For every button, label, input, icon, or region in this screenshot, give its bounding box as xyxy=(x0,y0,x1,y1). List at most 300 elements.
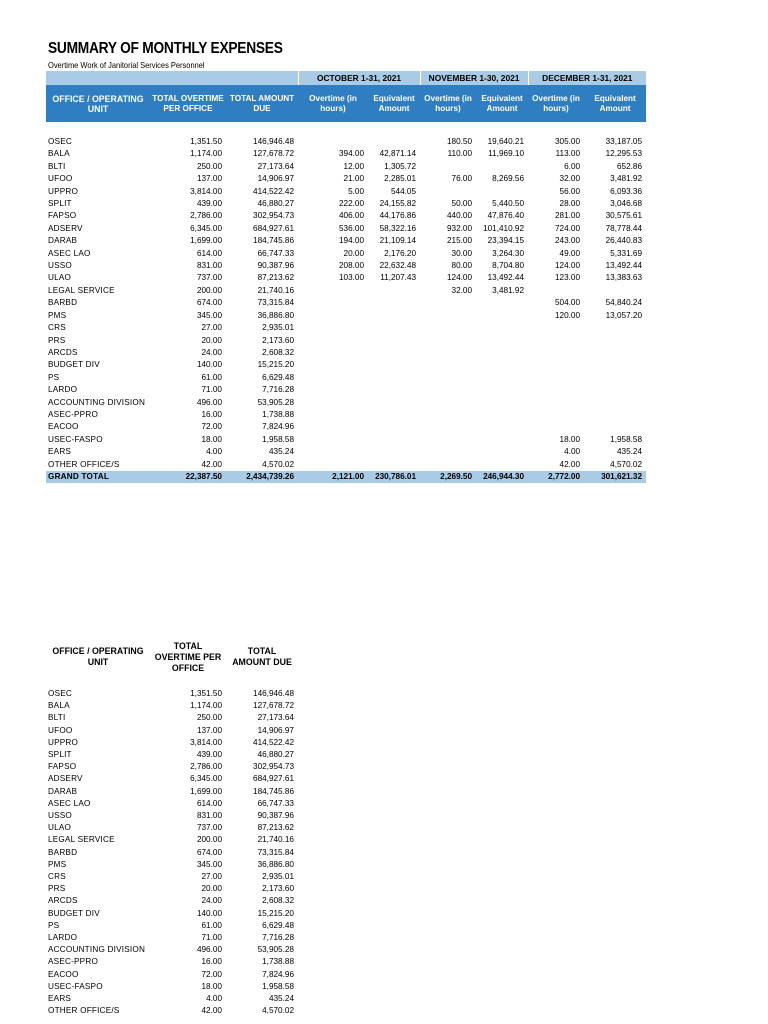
value-cell: 146,946.48 xyxy=(253,137,295,146)
value-cell: 13,492.44 xyxy=(605,261,643,271)
table-row xyxy=(46,773,298,785)
value-cell xyxy=(420,446,476,458)
value-cell: 24.00 xyxy=(201,347,222,357)
value-cell: 16.00 xyxy=(201,957,222,967)
table-row xyxy=(46,847,298,859)
value-cell xyxy=(298,335,368,347)
table-row xyxy=(46,384,646,396)
table-row xyxy=(46,335,646,347)
value-cell xyxy=(368,297,420,309)
value-cell xyxy=(298,397,368,409)
value-cell: 21,109.14 xyxy=(379,236,417,246)
value-cell: 127,678.72 xyxy=(253,149,295,159)
value-cell xyxy=(528,421,584,433)
value-cell: 831.00 xyxy=(196,811,222,821)
office-cell: SPLIT xyxy=(48,750,72,760)
value-cell: 80.00 xyxy=(451,261,473,271)
value-cell xyxy=(420,372,476,384)
total-overtime-table xyxy=(46,634,298,1017)
value-cell xyxy=(476,335,528,347)
value-cell xyxy=(368,335,420,347)
monthly-expenses-table xyxy=(46,71,646,483)
value-cell: 120.00 xyxy=(555,310,581,320)
table-row xyxy=(46,761,298,773)
table-row xyxy=(46,810,298,822)
office-cell: DARAB xyxy=(48,786,78,796)
value-cell xyxy=(528,397,584,409)
value-cell: 302,954.73 xyxy=(253,211,295,221)
value-cell xyxy=(368,322,420,334)
office-cell: LARDO xyxy=(48,933,78,943)
value-cell: 250.00 xyxy=(196,161,222,171)
value-cell xyxy=(528,384,584,396)
value-cell: 652.86 xyxy=(617,161,643,171)
value-cell xyxy=(298,310,368,322)
value-cell xyxy=(476,421,528,433)
value-cell: 1,958.58 xyxy=(262,981,294,991)
value-cell: 14,906.97 xyxy=(257,174,295,184)
value-cell: 36,886.80 xyxy=(257,859,294,869)
value-cell: 394.00 xyxy=(338,149,365,159)
value-cell: 127,678.72 xyxy=(253,701,294,711)
table-row xyxy=(46,248,646,260)
value-cell xyxy=(368,347,420,359)
value-cell: 222.00 xyxy=(338,199,365,209)
value-cell: 73,315.84 xyxy=(257,847,294,857)
value-cell: 103.00 xyxy=(338,273,365,283)
table-row xyxy=(46,737,298,749)
value-cell: 5,331.69 xyxy=(610,248,643,258)
table-row xyxy=(46,297,646,309)
value-cell: 932.00 xyxy=(447,223,473,233)
value-cell xyxy=(476,434,528,446)
value-cell xyxy=(476,161,528,173)
value-cell xyxy=(298,409,368,421)
office-cell: UPPRO xyxy=(48,737,79,747)
value-cell: 3,264.30 xyxy=(492,248,525,258)
value-cell: 50.00 xyxy=(451,199,473,209)
value-cell: 53,905.28 xyxy=(257,397,295,407)
table-row xyxy=(46,993,298,1005)
value-cell xyxy=(584,421,646,433)
office-cell: LEGAL SERVICE xyxy=(48,835,115,845)
value-cell: 4.00 xyxy=(206,994,222,1004)
office-cell: OSEC xyxy=(48,137,73,146)
value-cell xyxy=(368,459,420,471)
value-cell: 27,173.64 xyxy=(257,161,295,171)
office-cell: UFOO xyxy=(48,174,73,184)
grand-total-overtime-dec: 2,772.00 xyxy=(528,471,584,483)
office-cell: LARDO xyxy=(48,385,78,395)
value-cell xyxy=(298,359,368,371)
value-cell xyxy=(476,372,528,384)
value-cell xyxy=(368,359,420,371)
table-row xyxy=(46,173,646,185)
value-cell xyxy=(368,372,420,384)
value-cell: 42.00 xyxy=(559,459,581,469)
value-cell: 737.00 xyxy=(196,273,222,283)
office-cell: BARBD xyxy=(48,298,78,308)
value-cell xyxy=(476,322,528,334)
value-cell: 5,440.50 xyxy=(492,199,525,209)
value-cell: 78,778.44 xyxy=(605,223,643,233)
value-cell: 13,492.44 xyxy=(487,273,525,283)
value-cell: 4,570.02 xyxy=(262,1006,294,1016)
table2-header-row xyxy=(46,634,298,680)
value-cell: 2,608.32 xyxy=(262,347,295,357)
table-row xyxy=(46,944,298,956)
value-cell: 24.00 xyxy=(201,896,222,906)
value-cell: 18.00 xyxy=(201,434,222,444)
value-cell: 439.00 xyxy=(196,199,222,209)
table-row xyxy=(46,223,646,235)
office-cell: ULAO xyxy=(48,823,72,833)
value-cell: 184,745.86 xyxy=(253,786,294,796)
table-row xyxy=(46,883,298,895)
value-cell xyxy=(584,335,646,347)
table-row xyxy=(46,421,646,433)
value-cell: 180.50 xyxy=(447,137,473,146)
value-cell: 27.00 xyxy=(201,872,222,882)
table-row xyxy=(46,446,646,458)
value-cell: 2,285.01 xyxy=(384,174,417,184)
value-cell: 7,716.28 xyxy=(262,933,294,943)
value-cell: 28.00 xyxy=(559,199,581,209)
value-cell xyxy=(584,372,646,384)
value-cell: 90,387.96 xyxy=(257,261,295,271)
value-cell: 7,716.28 xyxy=(262,385,295,395)
value-cell: 71.00 xyxy=(201,385,222,395)
col-amount-oct: Equivalent Amount xyxy=(368,85,420,122)
office-cell: SPLIT xyxy=(48,199,72,209)
value-cell: 49.00 xyxy=(559,248,581,258)
value-cell: 124.00 xyxy=(555,261,581,271)
value-cell: 6,345.00 xyxy=(190,223,222,233)
value-cell: 87,213.62 xyxy=(257,823,294,833)
office-cell: BLTI xyxy=(48,713,66,723)
table-row xyxy=(46,895,298,907)
value-cell: 123.00 xyxy=(555,273,581,283)
value-cell: 1,174.00 xyxy=(190,701,222,711)
value-cell xyxy=(476,310,528,322)
table-row xyxy=(46,359,646,371)
value-cell: 504.00 xyxy=(555,298,581,308)
value-cell xyxy=(420,421,476,433)
value-cell: 66,747.33 xyxy=(257,248,295,258)
value-cell: 2,786.00 xyxy=(190,762,222,772)
table-row xyxy=(46,322,646,334)
value-cell xyxy=(476,446,528,458)
value-cell: 1,738.88 xyxy=(262,409,295,419)
value-cell: 435.24 xyxy=(617,447,643,457)
table-row xyxy=(46,932,298,944)
grand-total-amount-oct: 230,786.01 xyxy=(368,471,420,483)
value-cell: 113.00 xyxy=(555,149,581,159)
value-cell: 1,699.00 xyxy=(190,786,222,796)
table-row xyxy=(46,210,646,222)
value-cell: 3,814.00 xyxy=(190,737,222,747)
office-cell: FAPSO xyxy=(48,762,77,772)
office-cell: BUDGET DIV xyxy=(48,908,100,918)
office-cell: EACOO xyxy=(48,422,79,432)
month-header-november: NOVEMBER 1-30, 2021 xyxy=(420,71,528,85)
value-cell xyxy=(420,359,476,371)
value-cell xyxy=(528,335,584,347)
table-row xyxy=(46,161,646,173)
office-cell: ACCOUNTING DIVISION xyxy=(48,945,146,955)
value-cell: 72.00 xyxy=(201,969,222,979)
month-header-row xyxy=(46,71,646,85)
value-cell xyxy=(584,347,646,359)
value-cell: 1,699.00 xyxy=(190,236,222,246)
value-cell: 281.00 xyxy=(555,211,581,221)
office-cell: BLTI xyxy=(48,161,66,171)
table-row xyxy=(46,822,298,834)
value-cell xyxy=(368,285,420,297)
value-cell xyxy=(298,297,368,309)
value-cell xyxy=(584,409,646,421)
value-cell: 21,740.16 xyxy=(257,285,295,295)
page-subtitle: Overtime Work of Janitorial Services Personnel xyxy=(48,60,205,70)
value-cell: 2,786.00 xyxy=(190,211,222,221)
grand-total-row xyxy=(46,471,646,483)
value-cell: 90,387.96 xyxy=(257,811,294,821)
value-cell: 7,824.96 xyxy=(262,422,295,432)
office-cell: ASEC-PPRO xyxy=(48,957,99,967)
table-row xyxy=(46,920,298,932)
value-cell xyxy=(528,409,584,421)
value-cell xyxy=(420,310,476,322)
value-cell: 11,969.10 xyxy=(488,149,525,159)
value-cell: 73,315.84 xyxy=(257,298,295,308)
value-cell xyxy=(298,421,368,433)
office-cell: BUDGET DIV xyxy=(48,360,100,370)
value-cell: 614.00 xyxy=(196,798,222,808)
table-row xyxy=(46,310,646,322)
office-cell: EACOO xyxy=(48,969,79,979)
value-cell: 12,295.53 xyxy=(605,149,643,159)
value-cell: 26,440.83 xyxy=(605,236,643,246)
value-cell: 435.24 xyxy=(268,447,295,457)
value-cell xyxy=(584,359,646,371)
table-row xyxy=(46,459,646,471)
value-cell xyxy=(368,397,420,409)
value-cell: 36,886.80 xyxy=(257,310,295,320)
table-row xyxy=(46,712,298,724)
column-header-row xyxy=(46,85,646,122)
value-cell: 1,305.72 xyxy=(384,161,417,171)
table-row xyxy=(46,956,298,968)
table-row xyxy=(46,397,646,409)
table-row xyxy=(46,749,298,761)
value-cell xyxy=(420,459,476,471)
value-cell: 23,394.15 xyxy=(487,236,525,246)
table-row xyxy=(46,859,298,871)
value-cell: 19,640.21 xyxy=(487,137,525,146)
table-row xyxy=(46,688,298,700)
value-cell xyxy=(528,347,584,359)
value-cell: 6,093.36 xyxy=(610,186,643,196)
table-row xyxy=(46,834,298,846)
office-cell: PMS xyxy=(48,859,67,869)
value-cell xyxy=(298,384,368,396)
month-header-october: OCTOBER 1-31, 2021 xyxy=(298,71,420,85)
value-cell: 140.00 xyxy=(196,908,222,918)
office-cell: ADSERV xyxy=(48,223,83,233)
value-cell: 61.00 xyxy=(201,372,222,382)
office-cell: UPPRO xyxy=(48,186,79,196)
value-cell: 544.05 xyxy=(391,186,417,196)
col-overtime-oct: Overtime (in hours) xyxy=(298,85,368,122)
value-cell: 406.00 xyxy=(338,211,365,221)
value-cell xyxy=(528,285,584,297)
value-cell: 32.00 xyxy=(559,174,581,184)
office-cell: ASEC LAO xyxy=(48,798,91,808)
table-row xyxy=(46,148,646,160)
value-cell: 1,351.50 xyxy=(190,137,222,146)
value-cell xyxy=(368,421,420,433)
value-cell xyxy=(476,459,528,471)
table-row xyxy=(46,409,646,421)
value-cell: 46,880.27 xyxy=(257,750,294,760)
value-cell: 6,629.48 xyxy=(262,920,294,930)
table2-col-office: OFFICE / OPERATING UNIT xyxy=(46,634,150,680)
value-cell: 124.00 xyxy=(447,273,473,283)
office-cell: FAPSO xyxy=(48,211,77,221)
office-cell: LEGAL SERVICE xyxy=(48,285,115,295)
grand-total-amount: 2,434,739.26 xyxy=(226,471,298,483)
value-cell: 6,629.48 xyxy=(262,372,295,382)
value-cell: 305.00 xyxy=(555,137,581,146)
table-row xyxy=(46,725,298,737)
col-amount-nov: Equivalent Amount xyxy=(476,85,528,122)
value-cell: 32.00 xyxy=(451,285,473,295)
value-cell xyxy=(420,397,476,409)
value-cell: 27,173.64 xyxy=(257,713,294,723)
value-cell: 101,410.92 xyxy=(483,223,525,233)
value-cell: 250.00 xyxy=(196,713,222,723)
value-cell xyxy=(584,285,646,297)
value-cell: 1,351.50 xyxy=(190,689,222,698)
value-cell: 440.00 xyxy=(447,211,473,221)
value-cell: 215.00 xyxy=(447,236,473,246)
office-cell: UFOO xyxy=(48,725,73,735)
office-cell: DARAB xyxy=(48,236,78,246)
value-cell xyxy=(420,322,476,334)
value-cell xyxy=(476,347,528,359)
value-cell: 20.00 xyxy=(201,884,222,894)
col-total-amount: TOTAL AMOUNT DUE xyxy=(226,85,298,122)
value-cell: 27.00 xyxy=(201,323,222,333)
value-cell: 13,383.63 xyxy=(605,273,643,283)
value-cell: 674.00 xyxy=(196,847,222,857)
value-cell xyxy=(298,459,368,471)
value-cell: 71.00 xyxy=(201,933,222,943)
value-cell: 3,481.92 xyxy=(492,285,525,295)
table-row xyxy=(46,347,646,359)
table-row xyxy=(46,700,298,712)
table-row xyxy=(46,198,646,210)
table-row xyxy=(46,272,646,284)
value-cell: 137.00 xyxy=(196,725,222,735)
value-cell: 184,745.86 xyxy=(253,236,295,246)
value-cell: 42.00 xyxy=(201,459,222,469)
value-cell xyxy=(584,397,646,409)
value-cell: 496.00 xyxy=(196,945,222,955)
value-cell: 16.00 xyxy=(201,409,222,419)
value-cell: 61.00 xyxy=(201,920,222,930)
value-cell: 1,738.88 xyxy=(262,957,294,967)
col-office: OFFICE / OPERATING UNIT xyxy=(46,85,150,122)
value-cell xyxy=(420,186,476,198)
value-cell: 2,935.01 xyxy=(262,323,295,333)
value-cell: 20.00 xyxy=(201,335,222,345)
value-cell: 56.00 xyxy=(559,186,581,196)
office-cell: EARS xyxy=(48,447,72,457)
value-cell: 137.00 xyxy=(196,174,222,184)
office-cell: ACCOUNTING DIVISION xyxy=(48,397,146,407)
table2-col-total-amount: TOTAL AMOUNT DUE xyxy=(226,634,298,680)
office-cell: OTHER OFFICE/S xyxy=(48,1006,120,1016)
table-row xyxy=(46,372,646,384)
office-cell: OSEC xyxy=(48,689,73,698)
office-cell: USSO xyxy=(48,261,73,271)
value-cell xyxy=(420,409,476,421)
value-cell: 2,935.01 xyxy=(262,872,294,882)
value-cell: 1,958.58 xyxy=(262,434,295,444)
value-cell: 737.00 xyxy=(196,823,222,833)
value-cell: 2,176.20 xyxy=(384,248,417,258)
value-cell xyxy=(476,397,528,409)
value-cell xyxy=(584,322,646,334)
office-cell: ULAO xyxy=(48,273,72,283)
value-cell: 4,570.02 xyxy=(610,459,643,469)
value-cell: 496.00 xyxy=(196,397,222,407)
value-cell: 1,174.00 xyxy=(190,149,222,159)
expenses-table-body xyxy=(46,136,646,471)
value-cell: 42.00 xyxy=(201,1006,222,1016)
value-cell xyxy=(476,297,528,309)
value-cell: 30,575.61 xyxy=(605,211,643,221)
office-cell: CRS xyxy=(48,323,66,333)
table2-body xyxy=(46,688,298,1017)
value-cell: 200.00 xyxy=(196,835,222,845)
value-cell xyxy=(420,161,476,173)
value-cell xyxy=(420,384,476,396)
value-cell xyxy=(420,347,476,359)
value-cell xyxy=(368,136,420,148)
value-cell: 24,155.82 xyxy=(379,199,417,209)
value-cell: 22,632.48 xyxy=(379,261,417,271)
value-cell: 4.00 xyxy=(206,447,222,457)
value-cell: 76.00 xyxy=(451,174,473,184)
value-cell: 54,840.24 xyxy=(605,298,643,308)
value-cell xyxy=(476,359,528,371)
table-row xyxy=(46,798,298,810)
value-cell: 208.00 xyxy=(338,261,365,271)
value-cell xyxy=(298,285,368,297)
value-cell xyxy=(368,384,420,396)
office-cell: PRS xyxy=(48,884,66,894)
value-cell: 674.00 xyxy=(196,298,222,308)
value-cell: 414,522.42 xyxy=(253,186,295,196)
value-cell: 21,740.16 xyxy=(257,835,294,845)
value-cell xyxy=(476,186,528,198)
value-cell: 414,522.42 xyxy=(253,737,294,747)
value-cell: 18.00 xyxy=(559,434,581,444)
office-cell: ARCDS xyxy=(48,896,78,906)
value-cell: 33,187.05 xyxy=(605,137,643,146)
